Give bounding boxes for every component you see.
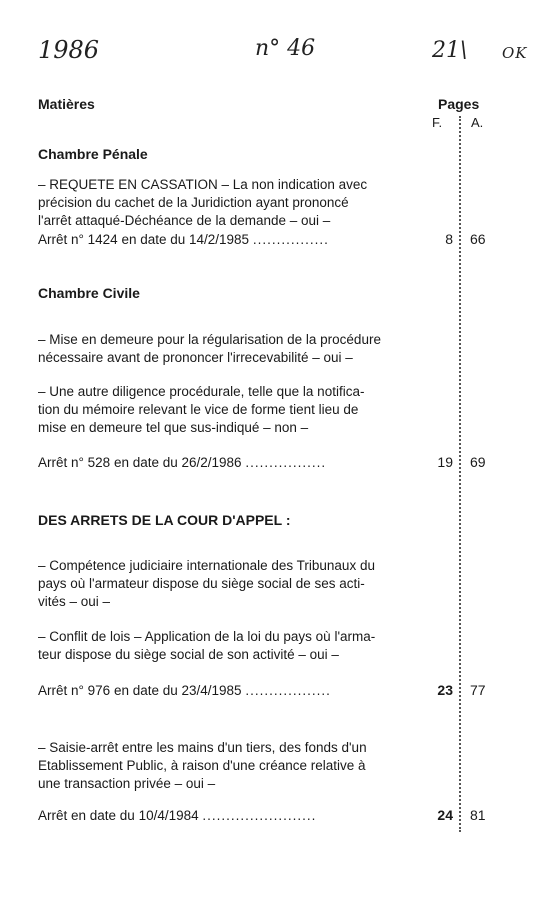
leader-dots: .................. bbox=[245, 683, 331, 698]
text-line: teur dispose du siège social de son activité – oui – bbox=[38, 647, 339, 662]
text-line: – Compétence judiciaire internationale des Tribunaux du bbox=[38, 558, 375, 573]
text-line: – REQUETE EN CASSATION – La non indication avec bbox=[38, 177, 368, 192]
handwritten-ok: OK bbox=[502, 44, 528, 62]
leader-dots: ................ bbox=[252, 232, 329, 247]
civile-paragraph-2 bbox=[38, 383, 423, 437]
page-number-a: 69 bbox=[470, 454, 486, 470]
section-title-appel: DES ARRETS DE LA COUR D'APPEL : bbox=[38, 512, 291, 528]
reference-text: Arrêt en date du 10/4/1984 bbox=[38, 808, 199, 823]
text-line: – Saisie-arrêt entre les mains d'un tiers, des fonds d'un bbox=[38, 740, 367, 755]
column-divider bbox=[459, 116, 461, 832]
column-a-label: A. bbox=[471, 115, 484, 130]
text-line: pays où l'armateur dispose du siège social de ses acti- bbox=[38, 576, 365, 591]
pages-heading: Pages bbox=[438, 96, 480, 112]
leader-dots: ........................ bbox=[202, 808, 317, 823]
page-number-a: 77 bbox=[470, 682, 486, 698]
reference-text: Arrêt n° 528 en date du 26/2/1986 bbox=[38, 455, 242, 470]
text-line: – Mise en demeure pour la régularisation de la procédure bbox=[38, 332, 381, 347]
text-line: nécessaire avant de prononcer l'irrecevabilité – oui – bbox=[38, 350, 353, 365]
text-line: précision du cachet de la Juridiction ayant prononcé bbox=[38, 195, 349, 210]
text-line: – Une autre diligence procédurale, telle que la notifica- bbox=[38, 384, 365, 399]
appel-paragraph-1 bbox=[38, 557, 423, 611]
section-title-penale: Chambre Pénale bbox=[38, 146, 148, 162]
civile-reference bbox=[38, 455, 326, 470]
appel-reference-1 bbox=[38, 683, 331, 698]
penale-paragraph bbox=[38, 176, 423, 230]
handwritten-year: 1986 bbox=[38, 36, 100, 64]
appel-reference-2 bbox=[38, 808, 316, 823]
text-line: Etablissement Public, à raison d'une créance relative à bbox=[38, 758, 366, 773]
matieres-heading: Matières bbox=[38, 96, 95, 112]
handwritten-number: n° 46 bbox=[255, 36, 316, 61]
page-number-f: 19 bbox=[437, 454, 453, 470]
appel-paragraph-2 bbox=[38, 628, 423, 664]
text-line: vités – oui – bbox=[38, 594, 111, 609]
text-line: tion du mémoire relevant le vice de forme tient lieu de bbox=[38, 402, 359, 417]
text-line: une transaction privée – oui – bbox=[38, 776, 216, 791]
page-number-f: 24 bbox=[437, 807, 453, 823]
text-line: l'arrêt attaqué-Déchéance de la demande – oui – bbox=[38, 213, 331, 228]
column-f-label: F. bbox=[432, 115, 443, 130]
page-number-f: 8 bbox=[445, 231, 453, 247]
leader-dots: ................. bbox=[245, 455, 327, 470]
civile-paragraph-1 bbox=[38, 331, 423, 367]
reference-text: Arrêt n° 1424 en date du 14/2/1985 bbox=[38, 232, 250, 247]
text-line: – Conflit de lois – Application de la loi du pays où l'arma- bbox=[38, 629, 376, 644]
penale-reference bbox=[38, 232, 329, 247]
appel-paragraph-3 bbox=[38, 739, 423, 793]
page-number-a: 66 bbox=[470, 231, 486, 247]
page-number-a: 81 bbox=[470, 807, 486, 823]
handwritten-page: 21\ bbox=[432, 38, 468, 63]
reference-text: Arrêt n° 976 en date du 23/4/1985 bbox=[38, 683, 242, 698]
text-line: mise en demeure tel que sus-indiqué – non – bbox=[38, 420, 309, 435]
section-title-civile: Chambre Civile bbox=[38, 285, 140, 301]
page-number-f: 23 bbox=[437, 682, 453, 698]
